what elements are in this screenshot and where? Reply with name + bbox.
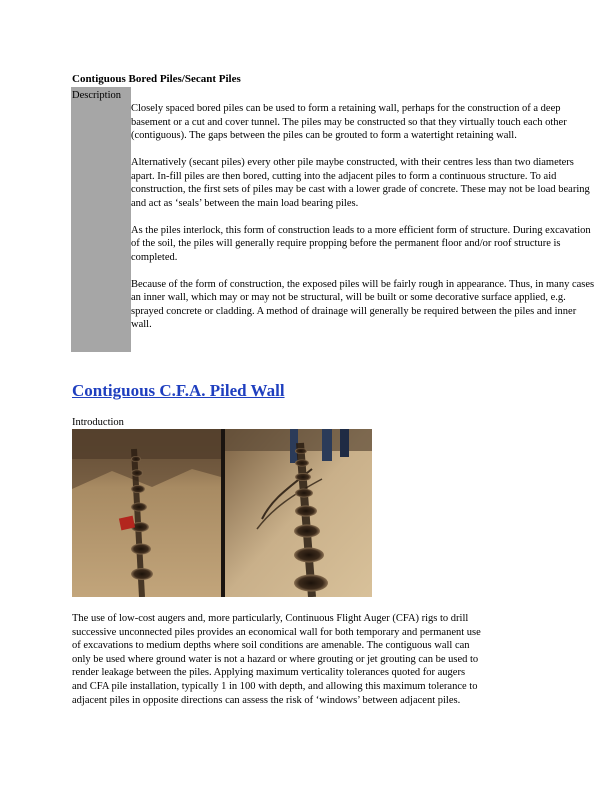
description-paragraph-3: As the piles interlock, this form of construction leads to a more efficient form of structure. During excavation of the soil, the piles will generally require propping before the permanent floor and/or roof structure is completed. bbox=[131, 224, 591, 263]
cfa-heading-link[interactable]: Contiguous C.F.A. Piled Wall bbox=[72, 381, 285, 400]
piled-wall-photo bbox=[72, 429, 372, 597]
description-label: Description bbox=[72, 90, 121, 101]
description-paragraph-1: Closely spaced bored piles can be used to form a retaining wall, perhaps for the construction of a deep basement or a cut and cover tunnel. The piles may be constructed so that they virtually touch each other (contiguous). The gaps between the piles can be grouted to form a watertight retaining wall. bbox=[131, 103, 567, 141]
description-label-cell bbox=[71, 87, 131, 352]
introduction-label: Introduction bbox=[72, 417, 124, 428]
description-body bbox=[131, 102, 612, 352]
description-paragraph-4: Because of the form of construction, the exposed piles will be fairly rough in appearance. Thus, in many cases an inner wall, which may or may not be structural, will be built or some decorative surface applied, e.g. sprayed concrete or cladding. A method of drainage will generally be required between the piles and inner wall. bbox=[131, 278, 595, 330]
description-paragraph-2: Alternatively (secant piles) every other pile maybe constructed, with their centres less than two diameters apart. In-fill piles are then bored, cutting into the adjacent piles to form a continuous structure. To aid construction, the first sets of piles may be cast with a lower grade of concrete. These may not be load bearing and act as ‘seals’ between the main load bearing piles. bbox=[131, 157, 590, 209]
piled-wall-photo-graphic bbox=[72, 429, 372, 597]
section-title: Contiguous Bored Piles/Secant Piles bbox=[72, 73, 241, 85]
introduction-body: The use of low-cost augers and, more particularly, Continuous Flight Auger (CFA) rigs to drill successive unconnected piles provides an economical wall for both temporary and permanent use of excavations to medium depths where soil conditions are amenable. The contiguous wall can only be used where ground water is not a hazard or where grouting or jet grouting can be used to render leakage between the piles. Applying maximum verticality tolerances quoted for augers and CFA pile installation, typically 1 in 100 with depth, and allowing this maximum tolerance to adjacent piles in opposite directions can assess the risk of ‘windows’ between adjacent piles. bbox=[72, 613, 481, 706]
